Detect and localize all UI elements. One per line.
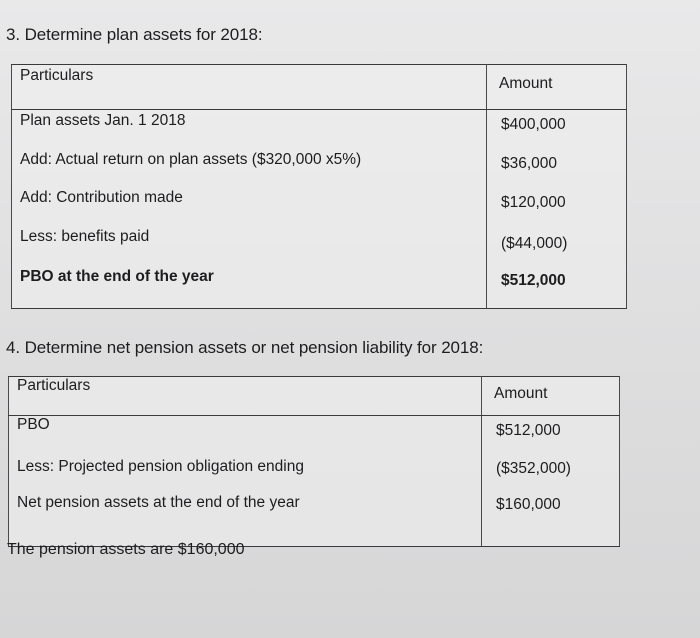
row-label: PBO [17,416,50,433]
amount-header [487,65,627,110]
amount-header [482,377,620,416]
amount-header-label: Amount [494,385,548,402]
table-row [12,149,627,188]
table-header-row [9,377,620,416]
row-label: Add: Contribution made [20,189,183,206]
table-header-row [12,65,627,110]
particulars-header [9,377,482,416]
amount-header-label: Amount [499,75,553,92]
particulars-header-label: Particulars [20,67,94,84]
row-label: Net pension assets at the end of the year [17,494,300,511]
net-pension-table [8,376,620,547]
row-label: Less: benefits paid [20,228,150,245]
row-label: Less: Projected pension obligation ending [17,458,304,475]
row-amount: $512,000 [496,422,561,439]
row-amount: $512,000 [501,272,566,289]
table-row [12,188,627,227]
table-row [12,227,627,266]
table-row [12,266,627,309]
table-row [12,110,627,150]
row-label: Add: Actual return on plan assets ($320,000 x5%) [20,151,362,168]
plan-assets-table [11,64,627,309]
section-4-heading: 4. Determine net pension assets or net pension liability for 2018: [6,338,484,357]
row-amount: $400,000 [501,116,566,133]
row-amount: ($352,000) [496,460,571,477]
table-row [9,416,620,453]
row-amount: ($44,000) [501,235,568,252]
pension-assets-conclusion: The pension assets are $160,000 [7,541,245,558]
particulars-header-label: Particulars [17,377,91,394]
row-amount: $160,000 [496,496,561,513]
particulars-header [12,65,487,110]
section-3-heading: 3. Determine plan assets for 2018: [6,25,263,44]
row-label: Plan assets Jan. 1 2018 [20,112,186,129]
row-label: PBO at the end of the year [20,268,214,285]
row-amount: $36,000 [501,155,558,172]
row-amount: $120,000 [501,194,566,211]
table-row [9,490,620,547]
table-row [9,452,620,490]
